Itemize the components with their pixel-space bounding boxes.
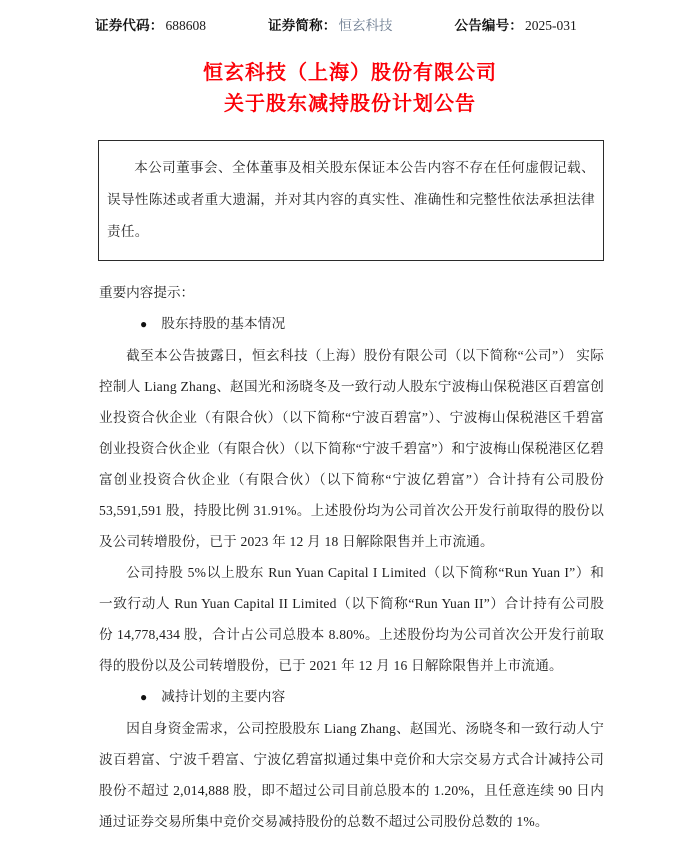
announcement-number-label: 公告编号： <box>454 18 523 33</box>
announcement-number-field <box>455 14 577 34</box>
bullet-item-reduction-plan <box>99 681 604 713</box>
bullet-item-shareholding-overview <box>99 308 604 340</box>
paragraph-controlling-shareholders: 截至本公告披露日，恒玄科技（上海）股份有限公司（以下简称“公司”） 实际控制人 Liang Zhang、赵国光和汤晓冬及一致行动人股东宁波梅山保税港区百碧富创业投资合伙企业（有限合伙）（以下简称“宁波百碧富”）、宁波梅山保税港区千碧富创业投资合伙企业（有限合伙）（以下简称“宁波千碧富”）和宁波梅山保税港区亿碧富创业投资合伙企业（有限合伙）（以下简称“宁波亿碧富”）合计持有公司股份 53,591,591 股，持股比例 31.91%。上述股份均为公司首次公开发行前取得的股份以及公司转增股份，已于 2023 年 12 月 18 日解除限售并上市流通。 <box>99 348 604 549</box>
disclaimer-text: 本公司董事会、全体董事及相关股东保证本公告内容不存在任何虚假记载、误导性陈述或者重大遗漏，并对其内容的真实性、准确性和完整性依法承担法律责任。 <box>107 160 595 239</box>
security-abbreviation-value: 恒玄科技 <box>338 18 393 33</box>
security-abbreviation-field <box>268 14 393 34</box>
security-abbreviation-label: 证券简称： <box>268 18 337 33</box>
announcement-number-value: 2025-031 <box>525 18 577 33</box>
security-code-field <box>95 14 206 34</box>
security-code-label: 证券代码： <box>95 18 164 33</box>
bullet-dot-icon: ● <box>140 317 148 331</box>
document-header <box>0 0 700 34</box>
title-line-subject: 关于股东减持股份计划公告 <box>224 93 476 115</box>
paragraph-reduction-details: 因自身资金需求，公司控股股东 Liang Zhang、赵国光、汤晓冬和一致行动人宁波百碧富、宁波千碧富、宁波亿碧富拟通过集中竞价和大宗交易方式合计减持公司股份不超过 2,014,888 股，即不超过公司目前总股本的 1.20%，且任意连续 90 日内通过证券交易所集中竞价交易减持股份的总数不超过公司股份总数的 1%。 <box>99 721 604 829</box>
document-title <box>0 58 700 120</box>
bullet-dot-icon: ● <box>140 690 148 704</box>
title-line-company: 恒玄科技（上海）股份有限公司 <box>203 62 497 84</box>
important-notice-heading: 重要内容提示： <box>99 285 195 300</box>
bullet-label-shareholding-overview: 股东持股的基本情况 <box>161 316 286 331</box>
paragraph-run-yuan-capital: 公司持股 5%以上股东 Run Yuan Capital I Limited（以下简称“Run Yuan I”）和一致行动人 Run Yuan Capital II Limited（以下简称“Run Yuan II”）合计持有公司股份 14,778,434 股，合计占公司总股本 8.80%。上述股份均为公司首次公开发行前取得的股份以及公司转增股份，已于 2021 年 12 月 16 日解除限售并上市流通。 <box>99 565 604 673</box>
disclaimer-box <box>98 140 604 261</box>
document-body <box>99 261 604 837</box>
security-code-value: 688608 <box>165 18 206 33</box>
bullet-label-reduction-plan: 减持计划的主要内容 <box>161 689 286 704</box>
